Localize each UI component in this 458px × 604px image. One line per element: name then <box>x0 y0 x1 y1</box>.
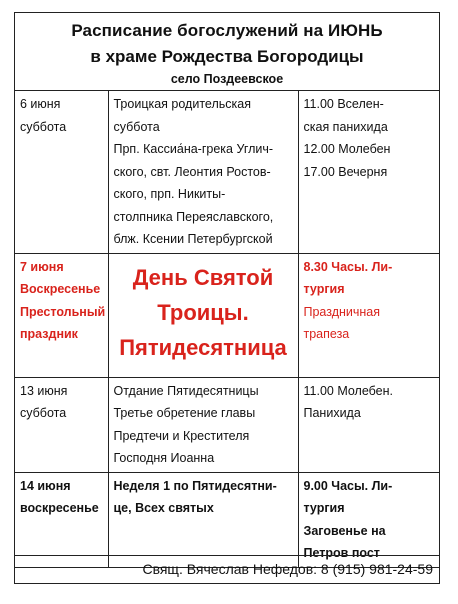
date-line: Престольный <box>20 304 106 319</box>
service-line: трапеза <box>303 327 350 341</box>
service-line: Праздничная <box>303 304 381 319</box>
table-row <box>15 91 439 253</box>
event-line: Отдание Пятидесятницы <box>113 383 259 398</box>
event-line: це, Всех святых <box>113 501 214 515</box>
service-line: 9.00 Часы. Ли- <box>303 478 393 493</box>
event-cell <box>108 472 298 567</box>
title-line1: Расписание богослужений на ИЮНЬ <box>71 21 383 40</box>
event-line: ского, свт. Леонтия Ростов- <box>113 164 271 179</box>
service-line: тургия <box>303 501 345 515</box>
services-cell <box>298 472 439 567</box>
event-line: ского, прп. Никиты- <box>113 187 226 201</box>
event-cell <box>108 377 298 472</box>
holiday-line: День Святой <box>132 264 274 290</box>
event-line: Неделя 1 по Пятидесятни- <box>113 478 277 493</box>
date-line: 14 июня <box>20 478 71 493</box>
service-line: 12.00 Молебен <box>303 142 391 156</box>
event-line: блж. Ксении Петербургской <box>113 232 273 246</box>
date-line: 13 июня <box>20 383 68 398</box>
date-line: суббота <box>20 119 67 134</box>
date-line: суббота <box>20 406 67 420</box>
event-line: Прп. Кассиа́на-грека Углич- <box>113 142 274 156</box>
date-cell <box>15 472 108 567</box>
service-line: ская панихида <box>303 119 388 134</box>
event-line: Господня Иоанна <box>113 451 215 465</box>
service-line: тургия <box>303 282 345 296</box>
service-line: 8.30 Часы. Ли- <box>303 259 393 274</box>
table-row <box>15 253 439 377</box>
service-line: 11.00 Вселен- <box>303 97 384 111</box>
event-line: Третье обретение главы <box>113 406 256 420</box>
services-cell <box>298 253 439 377</box>
date-cell <box>15 91 108 253</box>
service-line: Петров пост <box>303 546 380 560</box>
schedule-table <box>15 91 439 568</box>
title-line2: в храме Рождества Богородицы <box>90 47 364 66</box>
date-line: праздник <box>20 327 78 341</box>
date-line: воскресенье <box>20 501 99 515</box>
services-cell <box>298 377 439 472</box>
holiday-cell <box>108 253 298 377</box>
footer-contact: Свящ. Вячеслав Нефедов: 8 (915) 981-24-59 <box>15 555 439 583</box>
event-cell <box>108 91 298 253</box>
holiday-line: Троицы. <box>157 299 249 325</box>
schedule-header <box>15 13 439 91</box>
table-row <box>15 472 439 567</box>
service-line: Панихида <box>303 406 361 420</box>
subtitle-village: село Поздеевское <box>170 72 284 86</box>
event-line: Предтечи и Крестителя <box>113 428 250 443</box>
table-row <box>15 377 439 472</box>
event-line: Троицкая родительская <box>113 97 251 111</box>
service-line: 17.00 Вечерня <box>303 164 388 179</box>
date-cell <box>15 377 108 472</box>
date-line: 6 июня <box>20 97 61 111</box>
event-line: суббота <box>113 119 160 134</box>
service-line: 11.00 Молебен. <box>303 383 394 398</box>
event-line: столпника Переяславского, <box>113 209 274 224</box>
date-cell <box>15 253 108 377</box>
schedule-sheet <box>14 12 440 584</box>
date-line: Воскресенье <box>20 282 101 296</box>
date-line: 7 июня <box>20 259 64 274</box>
holiday-line: Пятидесятница <box>119 334 287 360</box>
services-cell <box>298 91 439 253</box>
service-line: Заговенье на <box>303 523 386 538</box>
